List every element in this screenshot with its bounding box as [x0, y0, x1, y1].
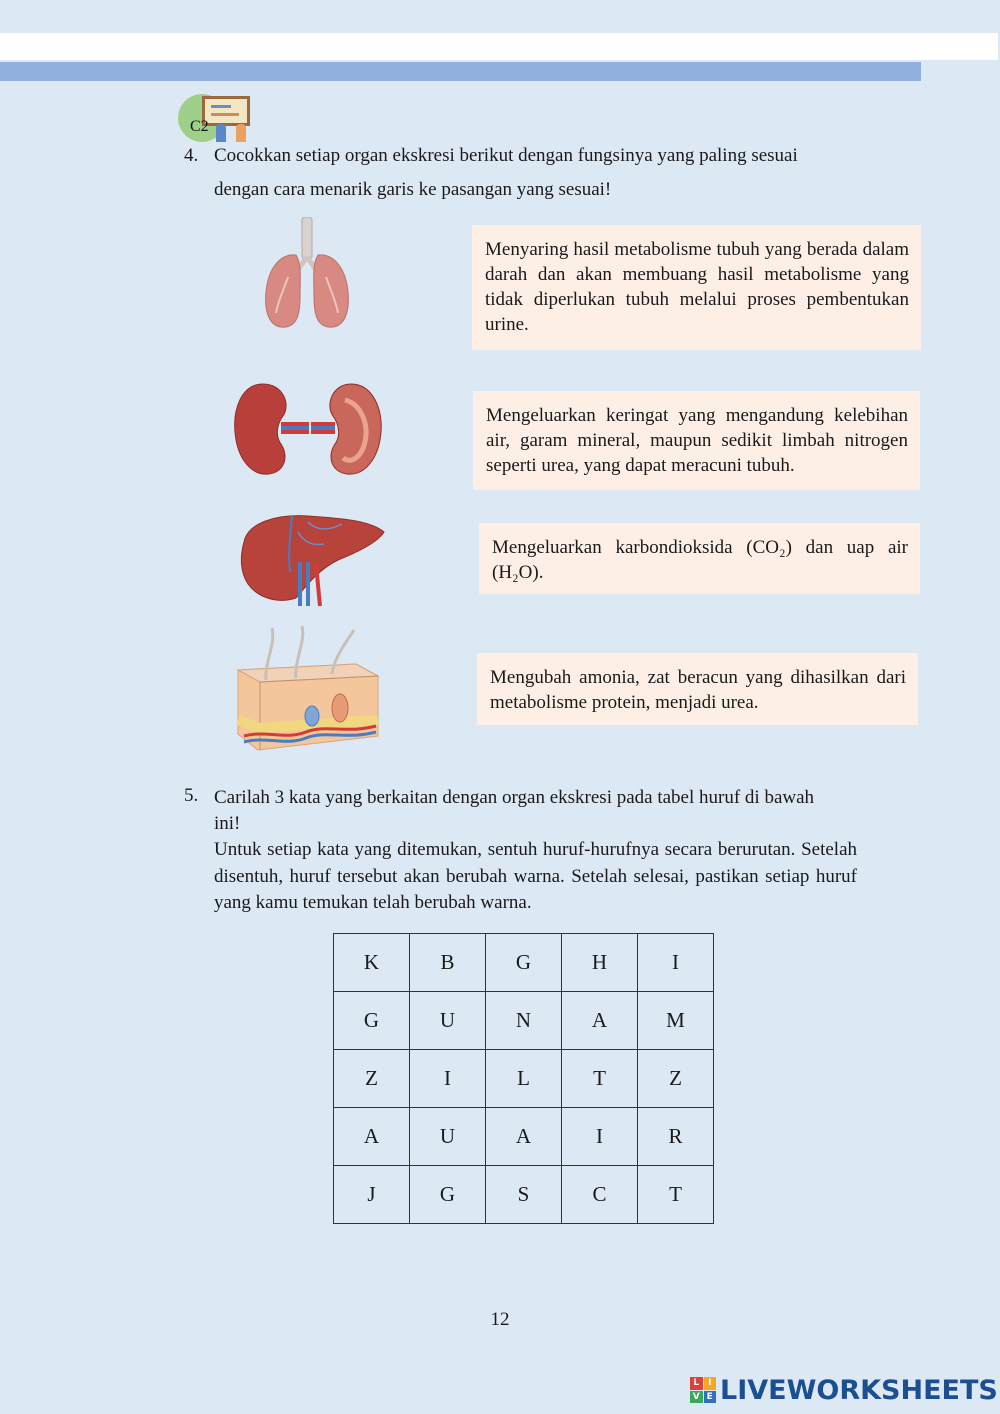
grid-cell[interactable]: U: [410, 1108, 486, 1166]
grid-cell[interactable]: M: [638, 992, 714, 1050]
function-text-2: Mengeluarkan keringat yang mengandung kelebihan air, garam mineral, maupun sedikit limbah nitrogen seperti urea, yang dapat meracuni tubuh.: [486, 405, 908, 476]
badge-level-label: C2: [190, 118, 209, 135]
function-box-2[interactable]: [473, 391, 920, 490]
grid-cell[interactable]: G: [334, 992, 410, 1050]
logo-letter-e: E: [704, 1391, 717, 1404]
grid-cell[interactable]: A: [334, 1108, 410, 1166]
grid-cell[interactable]: U: [410, 992, 486, 1050]
q4-number: 4.: [184, 145, 199, 166]
q5-line1: Carilah 3 kata yang berkaitan dengan organ ekskresi pada tabel huruf di bawah: [214, 787, 815, 808]
skin-image[interactable]: [236, 624, 381, 756]
logo-letter-i: I: [704, 1377, 717, 1390]
brand-name: LIVEWORKSHEETS: [720, 1374, 998, 1406]
q4-line2: dengan cara menarik garis ke pasangan yang sesuai!: [214, 179, 612, 200]
grid-cell[interactable]: A: [562, 992, 638, 1050]
grid-cell[interactable]: T: [638, 1166, 714, 1224]
grid-cell[interactable]: J: [334, 1166, 410, 1224]
logo-letter-l: L: [690, 1377, 703, 1390]
grid-cell[interactable]: N: [486, 992, 562, 1050]
grid-cell[interactable]: L: [486, 1050, 562, 1108]
grid-row: [334, 1166, 714, 1224]
grid-cell[interactable]: G: [486, 934, 562, 992]
grid-cell[interactable]: I: [638, 934, 714, 992]
grid-cell[interactable]: Z: [334, 1050, 410, 1108]
grid-cell[interactable]: G: [410, 1166, 486, 1224]
grid-row: [334, 1050, 714, 1108]
student-icon: [236, 124, 246, 142]
q5-number: 5.: [184, 785, 199, 806]
grid-cell[interactable]: R: [638, 1108, 714, 1166]
function-box-3[interactable]: [479, 523, 920, 594]
page-number: 12: [490, 1309, 510, 1330]
function-text-4: Mengubah amonia, zat beracun yang dihasilkan dari metabolisme protein, menjadi urea.: [490, 667, 906, 713]
letter-grid: [333, 933, 714, 1224]
function-text-1: Menyaring hasil metabolisme tubuh yang berada dalam darah dan akan membuang hasil metabolisme yang tidak diperlukan tubuh melalui proses pembentukan urine.: [485, 239, 909, 335]
grid-cell[interactable]: K: [334, 934, 410, 992]
grid-row: [334, 934, 714, 992]
grid-cell[interactable]: S: [486, 1166, 562, 1224]
function-box-4[interactable]: [477, 653, 918, 725]
q5-line2: ini!: [214, 813, 241, 834]
grid-row: [334, 1108, 714, 1166]
grid-cell[interactable]: A: [486, 1108, 562, 1166]
liveworksheets-logo: [690, 1373, 998, 1407]
grid-cell[interactable]: H: [562, 934, 638, 992]
q5-instructions: Untuk setiap kata yang ditemukan, sentuh huruf-hurufnya secara berurutan. Setelah disentuh, huruf tersebut akan berubah warna. Setelah selesai, pastikan setiap huruf yang kamu temukan telah berubah warna.: [214, 839, 857, 913]
function-box-1[interactable]: [472, 225, 921, 350]
kidneys-image[interactable]: [233, 380, 383, 478]
header-bar: [0, 62, 921, 81]
grid-row: [334, 992, 714, 1050]
grid-cell[interactable]: B: [410, 934, 486, 992]
function-text-3: Mengeluarkan karbondioksida (CO₂) dan uap air (H₂O).: [492, 537, 908, 583]
grid-cell[interactable]: I: [562, 1108, 638, 1166]
grid-cell[interactable]: I: [410, 1050, 486, 1108]
top-white-band: [0, 33, 998, 60]
q4-line1: Cocokkan setiap organ ekskresi berikut dengan fungsinya yang paling sesuai: [214, 145, 798, 166]
logo-letter-v: V: [690, 1391, 703, 1404]
classroom-board-icon: [202, 96, 250, 126]
grid-cell[interactable]: C: [562, 1166, 638, 1224]
grid-cell[interactable]: T: [562, 1050, 638, 1108]
grid-cell[interactable]: Z: [638, 1050, 714, 1108]
lungs-image[interactable]: [258, 217, 356, 332]
liveworksheets-icon: [690, 1377, 716, 1403]
student-icon: [216, 124, 226, 142]
level-badge: [178, 94, 256, 146]
liver-image[interactable]: [238, 512, 386, 606]
